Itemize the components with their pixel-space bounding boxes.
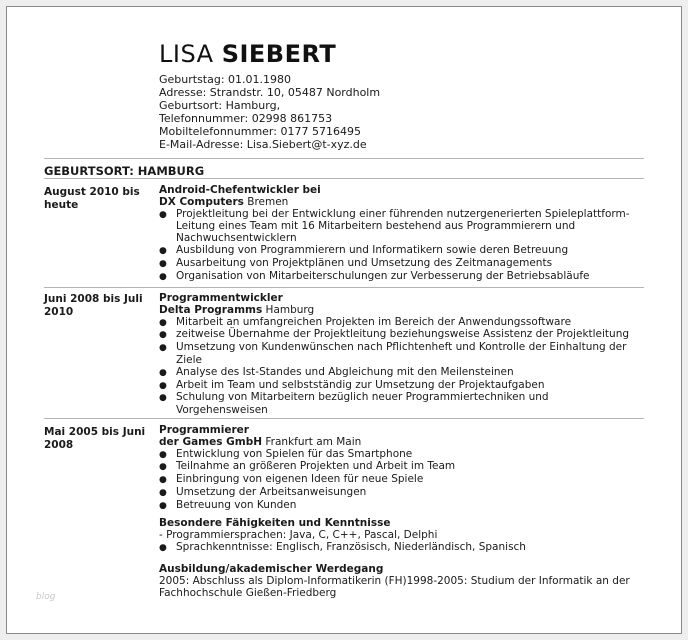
bullet-icon: ● (159, 245, 167, 256)
experience-date: Mai 2005 bis Juni 2008 (44, 426, 146, 451)
list-item: ● Arbeit im Team und selbstständig zur Umsetzung der Projektaufgaben (159, 378, 545, 391)
list-item: ● Einbringung von eigenen Ideen für neue Spiele (159, 473, 424, 486)
education-text: 2005: Abschluss als Diplom-Informatikerin (FH)1998-2005: Studium der Informatik an der Fachhochschule Gießen-Friedberg (159, 574, 630, 599)
list-item: ● Schulung von Mitarbeitern bezüglich neuer Programmiertechniken und Vorgehensweisen (159, 391, 549, 417)
applicant-name (159, 40, 336, 68)
company-location: Bremen (247, 195, 289, 208)
task-list (159, 317, 635, 417)
task-list (159, 449, 635, 513)
list-item: ● Teilnahme an größeren Projekten und Arbeit im Team (159, 460, 456, 473)
experience-date: August 2010 bis heute (44, 186, 140, 211)
job-title: Android-Chefentwickler bei (159, 184, 321, 196)
job-title: Programmentwickler (159, 292, 283, 304)
bullet-icon: ● (159, 317, 167, 328)
skills-languages: ● Sprachkenntnisse: Englisch, Französisch, Niederländisch, Spanisch (159, 540, 526, 553)
company-location: Frankfurt am Main (265, 435, 362, 448)
last-name: SIEBERT (221, 40, 337, 68)
bullet-icon: ● (159, 542, 167, 553)
job-title: Programmierer (159, 424, 249, 436)
education-heading: Ausbildung/akademischer Werdegang (159, 563, 384, 575)
list-item: ● Mitarbeit an umfangreichen Projekten im Bereich der Anwendungssoftware (159, 315, 572, 328)
bullet-icon: ● (159, 449, 167, 460)
list-item: ● Ausarbeitung von Projektplänen und Umsetzung des Zeitmanagements (159, 256, 553, 269)
skills-section (159, 518, 635, 554)
bullet-icon: ● (159, 462, 167, 473)
task-list (159, 209, 635, 284)
bullet-icon: ● (159, 475, 167, 486)
company-location: Hamburg (265, 303, 315, 316)
bullet-icon: ● (159, 343, 167, 354)
divider-top (44, 158, 644, 159)
list-item: ● Ausbildung von Programmierern und Informatikern sowie deren Betreuung (159, 243, 569, 256)
list-item: ● Analyse des Ist-Standes und Abgleichung mit den Meilensteinen (159, 365, 514, 378)
bullet-icon: ● (159, 271, 167, 282)
first-name: LISA (159, 40, 214, 68)
bullet-icon: ● (159, 330, 167, 341)
contact-birthday: Geburtstag: 01.01.1980 (159, 73, 292, 86)
contact-birthplace: Geburtsort: Hamburg, (159, 98, 281, 112)
experience-entry (159, 293, 635, 417)
list-item: ● Umsetzung von Kundenwünschen nach Pflichtenheft und Kontrolle der Einhaltung der Ziele (159, 341, 627, 366)
bullet-icon: ● (159, 487, 167, 498)
bullet-icon: ● (159, 393, 167, 404)
bullet-icon: ● (159, 367, 167, 378)
experience-date: Juni 2008 bis Juli 2010 (44, 293, 143, 318)
company-name: der Games GmbH (159, 435, 263, 448)
contact-mobile: Mobiltelefonnummer: 0177 5716495 (159, 124, 361, 138)
contact-block (159, 74, 380, 151)
contact-email: E-Mail-Adresse: Lisa.Siebert@t-xyz.de (159, 137, 367, 151)
watermark: blog (36, 592, 56, 602)
list-item: ● Umsetzung der Arbeitsanweisungen (159, 485, 367, 498)
divider-entry (44, 418, 644, 419)
section-title: GEBURTSORT: HAMBURG (44, 164, 205, 178)
experience-entry (159, 185, 635, 283)
list-item: ● Betreuung von Kunden (159, 498, 297, 511)
bullet-icon: ● (159, 209, 167, 220)
bullet-icon: ● (159, 258, 167, 269)
list-item: ● Entwicklung von Spielen für das Smartphone (159, 447, 413, 460)
divider-section (44, 178, 644, 179)
divider-entry (44, 287, 644, 288)
skills-heading: Besondere Fähigkeiten und Kenntnisse (159, 517, 391, 529)
contact-address: Adresse: Strandstr. 10, 05487 Nordholm (159, 85, 381, 99)
bullet-icon: ● (159, 380, 167, 391)
list-item: ● zeitweise Übernahme der Projektleitung beziehungsweise Assistenz der Projektleitung (159, 328, 630, 341)
bullet-icon: ● (159, 500, 167, 511)
company-name: Delta Programms (159, 303, 263, 316)
skills-programming: - Programmiersprachen: Java, C, C++, Pascal, Delphi (159, 528, 438, 541)
contact-phone: Telefonnummer: 02998 861753 (159, 111, 333, 125)
company-name: DX Computers (159, 195, 244, 208)
experience-entry (159, 425, 635, 513)
list-item: ● Projektleitung bei der Entwicklung einer führenden nutzergenerierten Spieleplattform-Leitung eines Team mit 16 Mitarbeitern bestehend aus Programmierern und Nachwuchsentwicklern (159, 207, 630, 245)
education-section (159, 564, 635, 599)
list-item: ● Organisation von Mitarbeiterschulungen zur Verbesserung der Betriebsabläufe (159, 269, 590, 282)
